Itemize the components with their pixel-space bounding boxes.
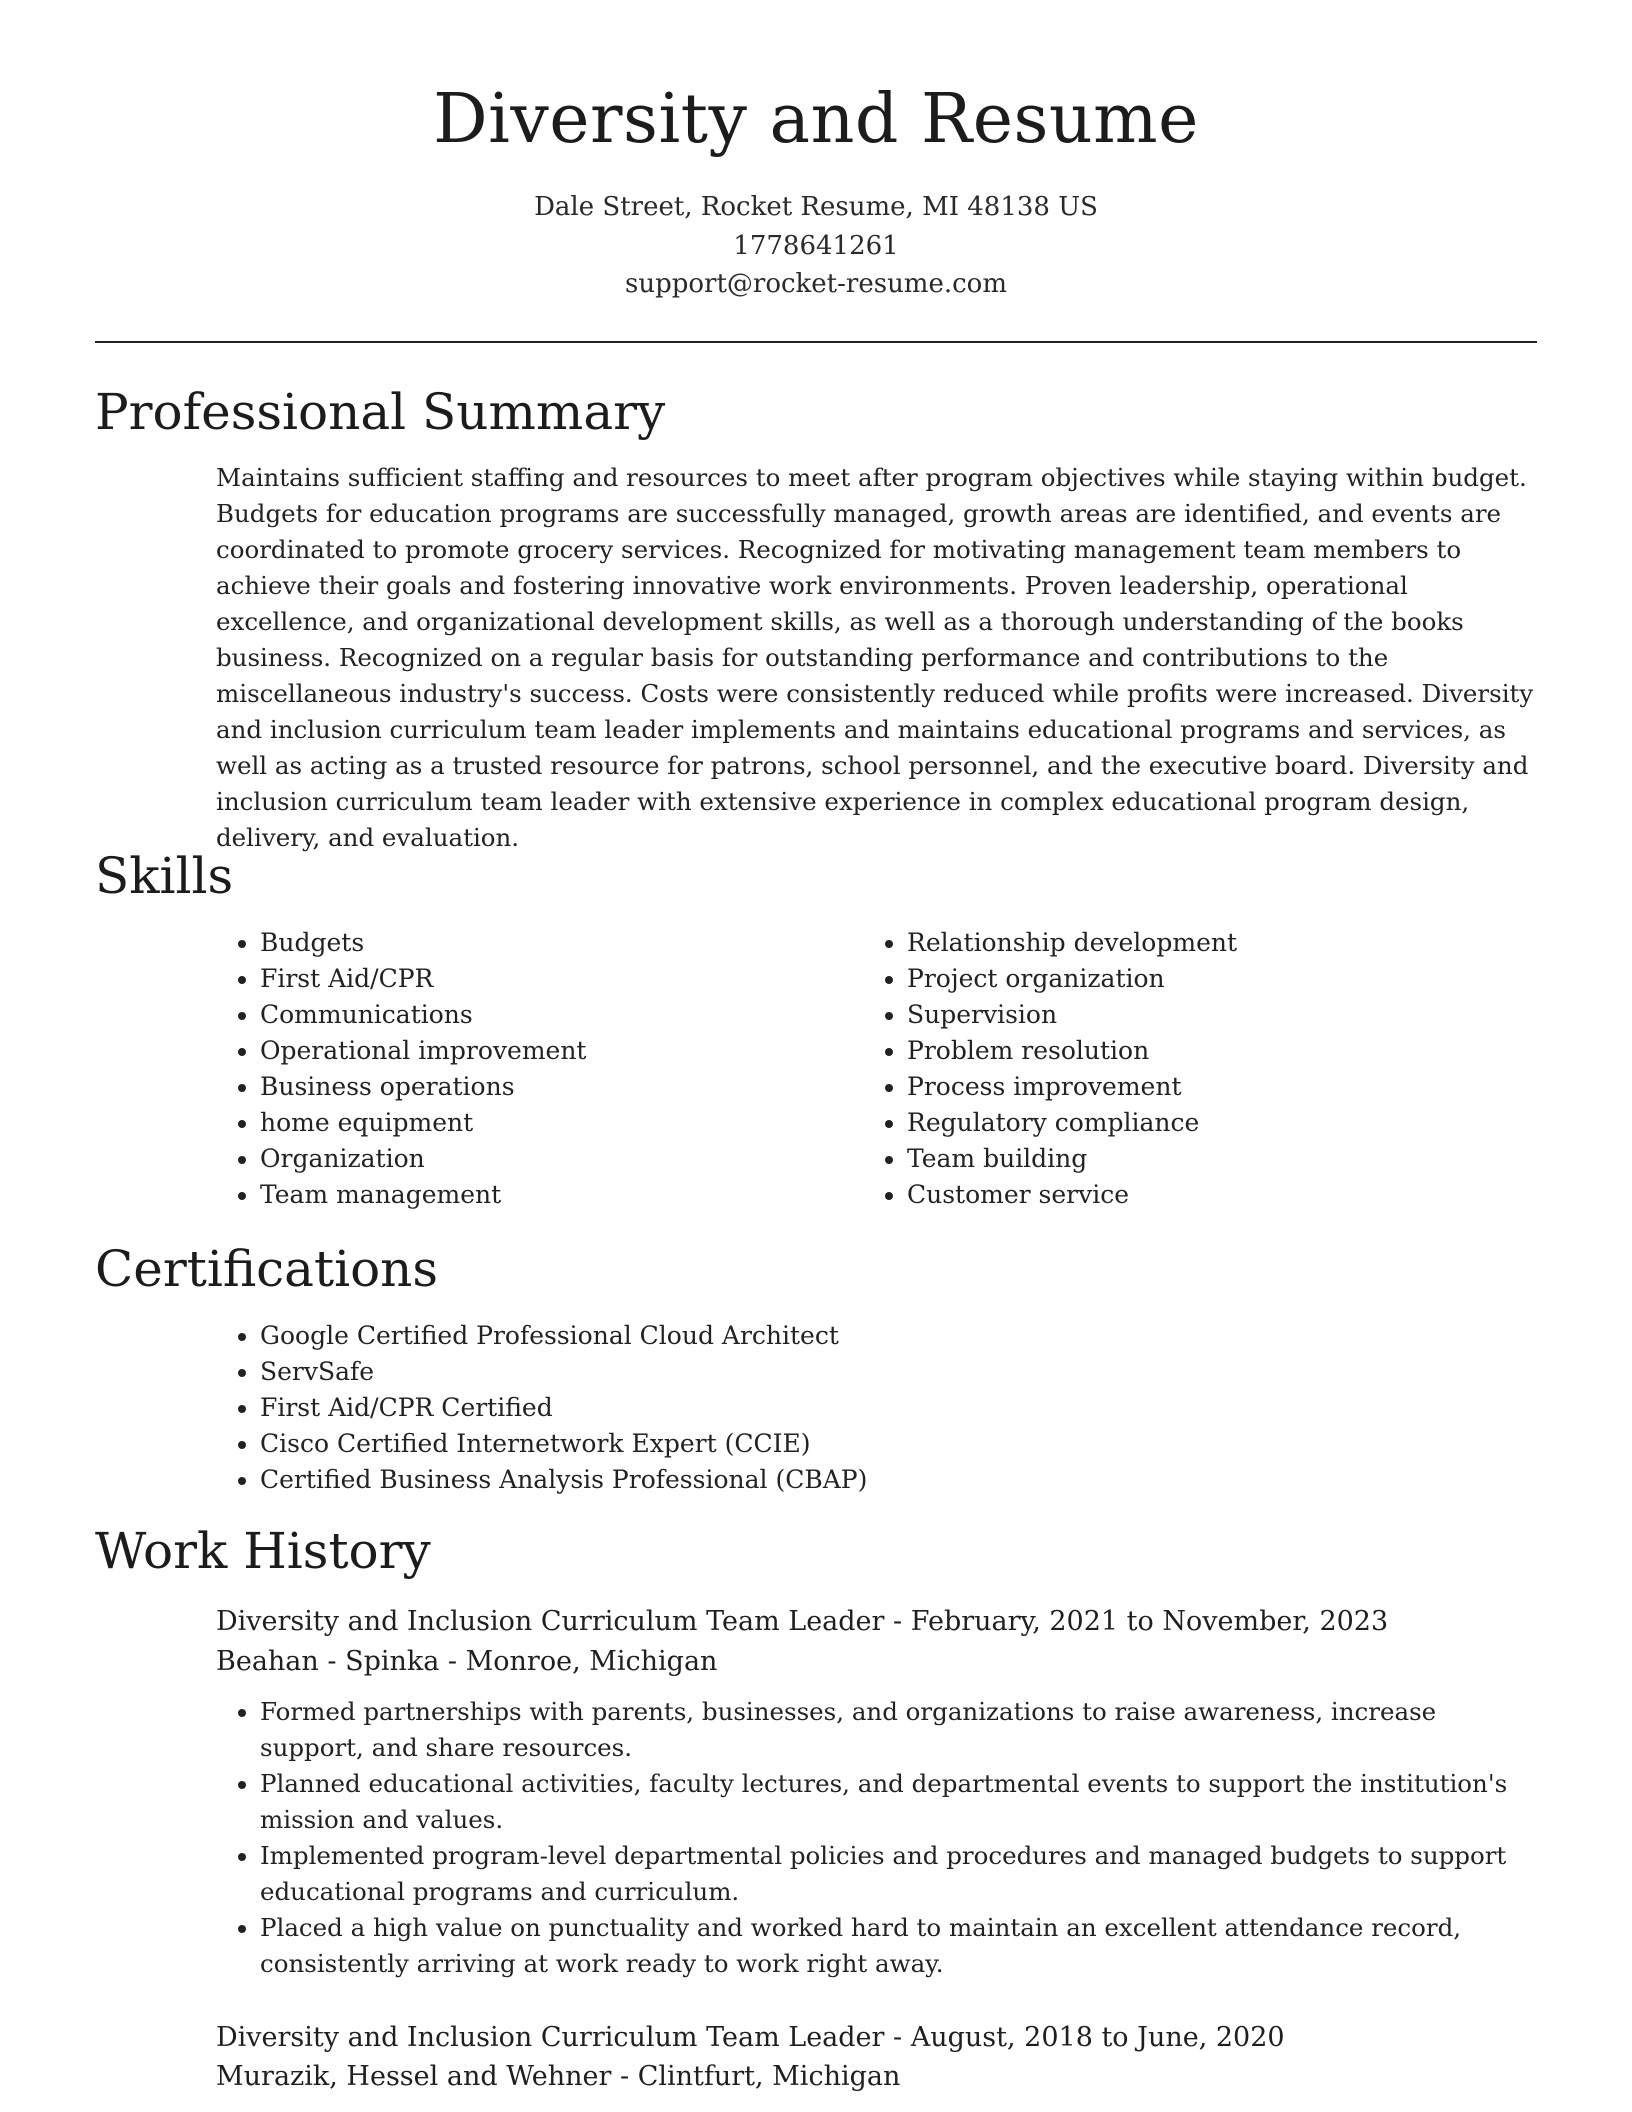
header-divider — [95, 341, 1537, 343]
job-duties-list — [216, 1694, 1542, 1982]
skills-heading: Skills — [95, 847, 234, 905]
certifications-heading: Certifications — [95, 1240, 439, 1298]
list-item: • Implemented program-level departmental policies and procedures and managed budgets to support educational programs and curriculum. — [260, 1838, 1542, 1910]
list-item: • Cisco Certified Internetwork Expert (CCIE) — [260, 1426, 1560, 1462]
summary-heading: Professional Summary — [95, 383, 666, 441]
list-item: • Organization — [260, 1141, 860, 1177]
list-item: • Project organization — [907, 961, 1507, 997]
skills-list-left — [216, 925, 860, 1213]
summary-text: Maintains sufficient staffing and resources to meet after program objectives while staying within budget. Budgets for education programs are successfully managed, growth areas are identified, and events are coordinated to promote grocery services. Recognized for motivating management team members to achieve their goals and fostering innovative work environments. Proven leadership, operational excellence, and organizational development skills, as well as a thorough understanding of the books business. Recognized on a regular basis for outstanding performance and contributions to the miscellaneous industry's success. Costs were consistently reduced while profits were increased. Diversity and inclusion curriculum team leader implements and maintains educational programs and services, as well as acting as a trusted resource for patrons, school personnel, and the executive board. Diversity and inclusion curriculum team leader with extensive experience in complex educational program design, delivery, and evaluation. — [216, 463, 1534, 852]
list-item: • Planned educational activities, faculty lectures, and departmental events to support the institution's mission and values. — [260, 1766, 1542, 1838]
candidate-name: Diversity and Resume — [433, 80, 1199, 159]
list-item: • Team management — [260, 1177, 860, 1213]
list-item: • Customer service — [907, 1177, 1507, 1213]
list-item: • Business operations — [260, 1069, 860, 1105]
list-item: • Process improvement — [907, 1069, 1507, 1105]
list-item: • Relationship development — [907, 925, 1507, 961]
list-item: • Placed a high value on punctuality and worked hard to maintain an excellent attendance record, consistently arriving at work ready to work right away. — [260, 1910, 1542, 1982]
job-title-line: Diversity and Inclusion Curriculum Team Leader - February, 2021 to November, 2023 — [216, 1606, 1389, 1637]
list-item: • Operational improvement — [260, 1033, 860, 1069]
list-item: • Certified Business Analysis Professional (CBAP) — [260, 1462, 1560, 1498]
list-item: • First Aid/CPR — [260, 961, 860, 997]
list-item: • home equipment — [260, 1105, 860, 1141]
list-item: • Google Certified Professional Cloud Architect — [260, 1318, 1560, 1354]
list-item: • Budgets — [260, 925, 860, 961]
email: support@rocket-resume.com — [624, 269, 1007, 299]
list-item: • First Aid/CPR Certified — [260, 1390, 1560, 1426]
list-item: • Regulatory compliance — [907, 1105, 1507, 1141]
list-item: • Formed partnerships with parents, businesses, and organizations to raise awareness, increase support, and share resources. — [260, 1694, 1542, 1766]
work-history-heading: Work History — [95, 1522, 431, 1580]
list-item: • Problem resolution — [907, 1033, 1507, 1069]
list-item: • Communications — [260, 997, 860, 1033]
certifications-list — [216, 1318, 1560, 1498]
skills-list-right — [863, 925, 1507, 1213]
list-item: • Team building — [907, 1141, 1507, 1177]
phone: 1778641261 — [733, 231, 899, 261]
job-company-line: Murazik, Hessel and Wehner - Clintfurt, Michigan — [216, 2061, 901, 2092]
job-company-line: Beahan - Spinka - Monroe, Michigan — [216, 1646, 718, 1677]
address: Dale Street, Rocket Resume, MI 48138 US — [534, 192, 1098, 222]
job-title-line: Diversity and Inclusion Curriculum Team Leader - August, 2018 to June, 2020 — [216, 2022, 1285, 2053]
list-item: • Supervision — [907, 997, 1507, 1033]
list-item: • ServSafe — [260, 1354, 1560, 1390]
